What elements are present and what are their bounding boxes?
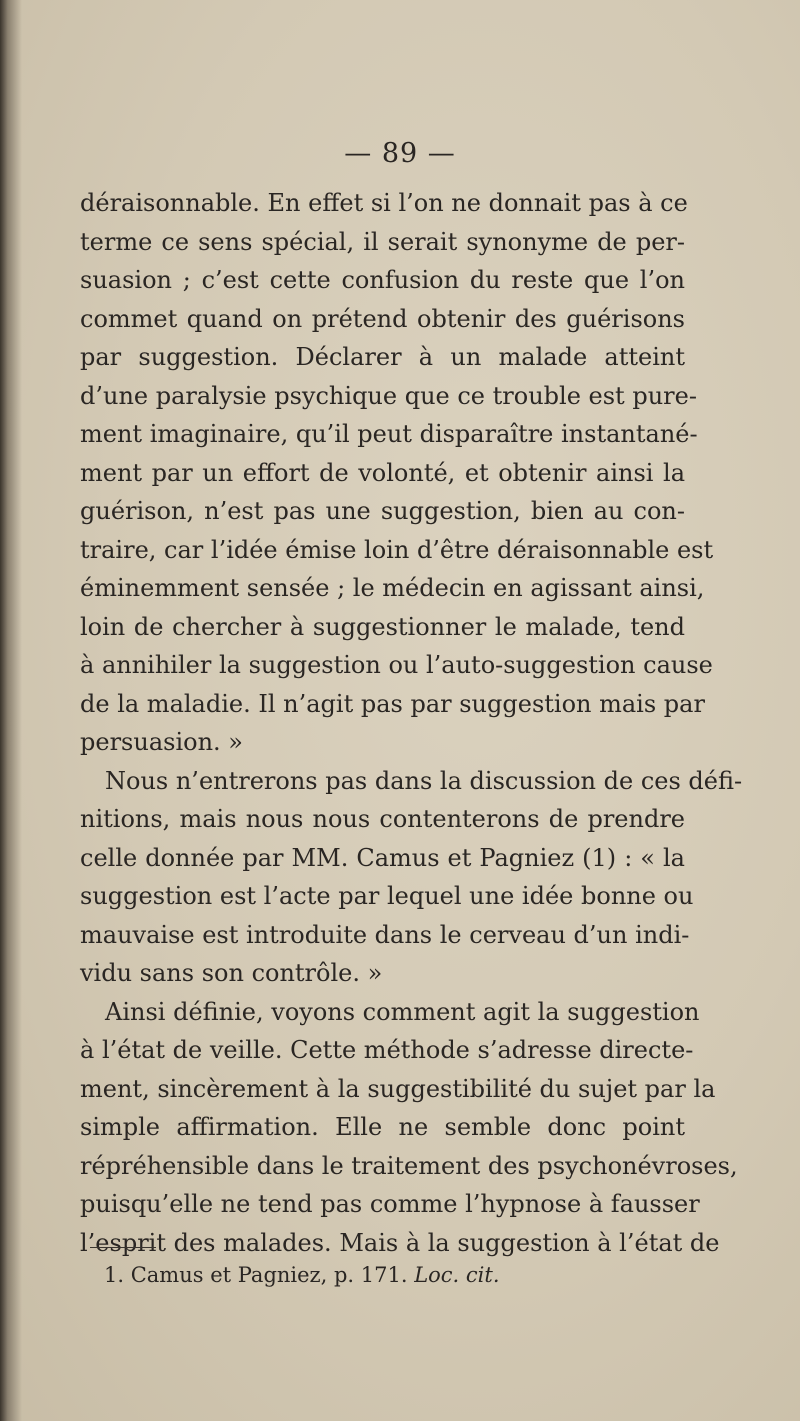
page-number: — 89 — xyxy=(344,138,456,169)
text-line: persuasion. » xyxy=(80,728,243,756)
text-line: terme ce sens spécial, il serait synonyme de per- xyxy=(80,227,685,256)
text-line: vidu sans son contrôle. » xyxy=(80,959,383,987)
text-line: à annihiler la suggestion ou l’auto-suggestion cause xyxy=(80,651,713,679)
text-line: simple affirmation. Elle ne semble donc point xyxy=(80,1113,685,1141)
footnote xyxy=(104,1263,500,1287)
footnote-text: 1. Camus et Pagniez, p. 171. xyxy=(104,1263,408,1287)
binding-shadow xyxy=(0,0,22,1421)
text-line: puisqu’elle ne tend pas comme l’hypnose à fausser xyxy=(80,1190,700,1218)
text-line: ment par un effort de volonté, et obtenir ainsi la xyxy=(80,458,685,487)
text-line: l’esprit des malades. Mais à la suggestion à l’état de xyxy=(80,1228,720,1257)
footnote-rule xyxy=(90,1247,156,1248)
text-line: déraisonnable. En effet si l’on ne donnait pas à ce xyxy=(80,189,688,217)
text-line: suggestion est l’acte par lequel une idée bonne ou xyxy=(80,882,694,910)
footnote-citation: Loc. cit. xyxy=(414,1263,500,1287)
text-line: Ainsi définie, voyons comment agit la suggestion xyxy=(105,997,700,1026)
text-line: à l’état de veille. Cette méthode s’adresse directe- xyxy=(80,1036,694,1064)
text-line: répréhensible dans le traitement des psychonévroses, xyxy=(80,1151,738,1180)
text-line: traire, car l’idée émise loin d’être déraisonnable est xyxy=(80,535,714,564)
text-line: ment, sincèrement à la suggestibilité du sujet par la xyxy=(80,1074,716,1103)
text-line: de la maladie. Il n’agit pas par suggestion mais par xyxy=(80,689,705,718)
text-line: par suggestion. Déclarer à un malade atteint xyxy=(80,343,685,371)
text-line: nitions, mais nous nous contenterons de prendre xyxy=(80,805,685,833)
text-line: commet quand on prétend obtenir des guérisons xyxy=(80,304,685,333)
text-line: mauvaise est introduite dans le cerveau d’un indi- xyxy=(80,920,690,949)
text-line: éminemment sensée ; le médecin en agissant ainsi, xyxy=(80,574,705,602)
text-line: suasion ; c’est cette confusion du reste que l’on xyxy=(80,266,685,294)
text-line: Nous n’entrerons pas dans la discussion de ces défi- xyxy=(105,766,743,795)
text-line: ment imaginaire, qu’il peut disparaître instantané- xyxy=(80,420,698,448)
body-text xyxy=(80,184,743,1262)
text-line: guérison, n’est pas une suggestion, bien au con- xyxy=(80,497,685,525)
text-line: d’une paralysie psychique que ce trouble est pure- xyxy=(80,381,697,410)
text-line: loin de chercher à suggestionner le malade, tend xyxy=(80,612,685,641)
text-line: celle donnée par MM. Camus et Pagniez (1) : « la xyxy=(80,843,685,872)
